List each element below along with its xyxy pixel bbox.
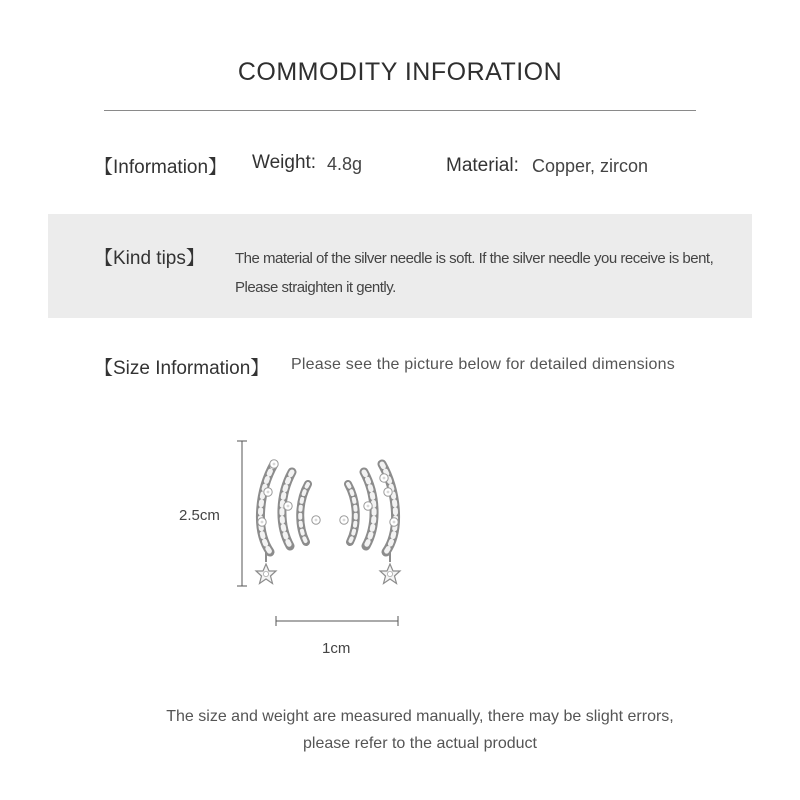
kind-tips-line-1: The material of the silver needle is soft. If the silver needle you receive is bent, (235, 250, 714, 267)
kind-tips-label: 【Kind tips】 (94, 248, 205, 269)
kind-tips-line-2: Please straighten it gently. (235, 279, 396, 296)
left-earring (256, 460, 320, 584)
weight-value: 4.8g (327, 154, 363, 174)
weight-label: Weight: (252, 152, 317, 173)
size-information-note: Please see the picture below for detailed dimensions (291, 356, 675, 373)
disclaimer-line-2: please refer to the actual product (303, 735, 537, 752)
disclaimer (0, 703, 800, 757)
page-title: COMMODITY INFORATION (237, 58, 563, 86)
earrings-image (232, 434, 432, 594)
right-earring (340, 464, 400, 584)
information-label: 【Information】 (94, 157, 228, 178)
width-dimension-label: 1cm (322, 640, 351, 657)
material-label: Material: (446, 155, 519, 176)
material-value: Copper, zircon (532, 156, 649, 176)
size-information-label: 【Size Information】 (94, 358, 270, 379)
disclaimer-line-1: The size and weight are measured manually, there may be slight errors, (166, 708, 674, 725)
height-dimension-label: 2.5cm (179, 507, 220, 524)
